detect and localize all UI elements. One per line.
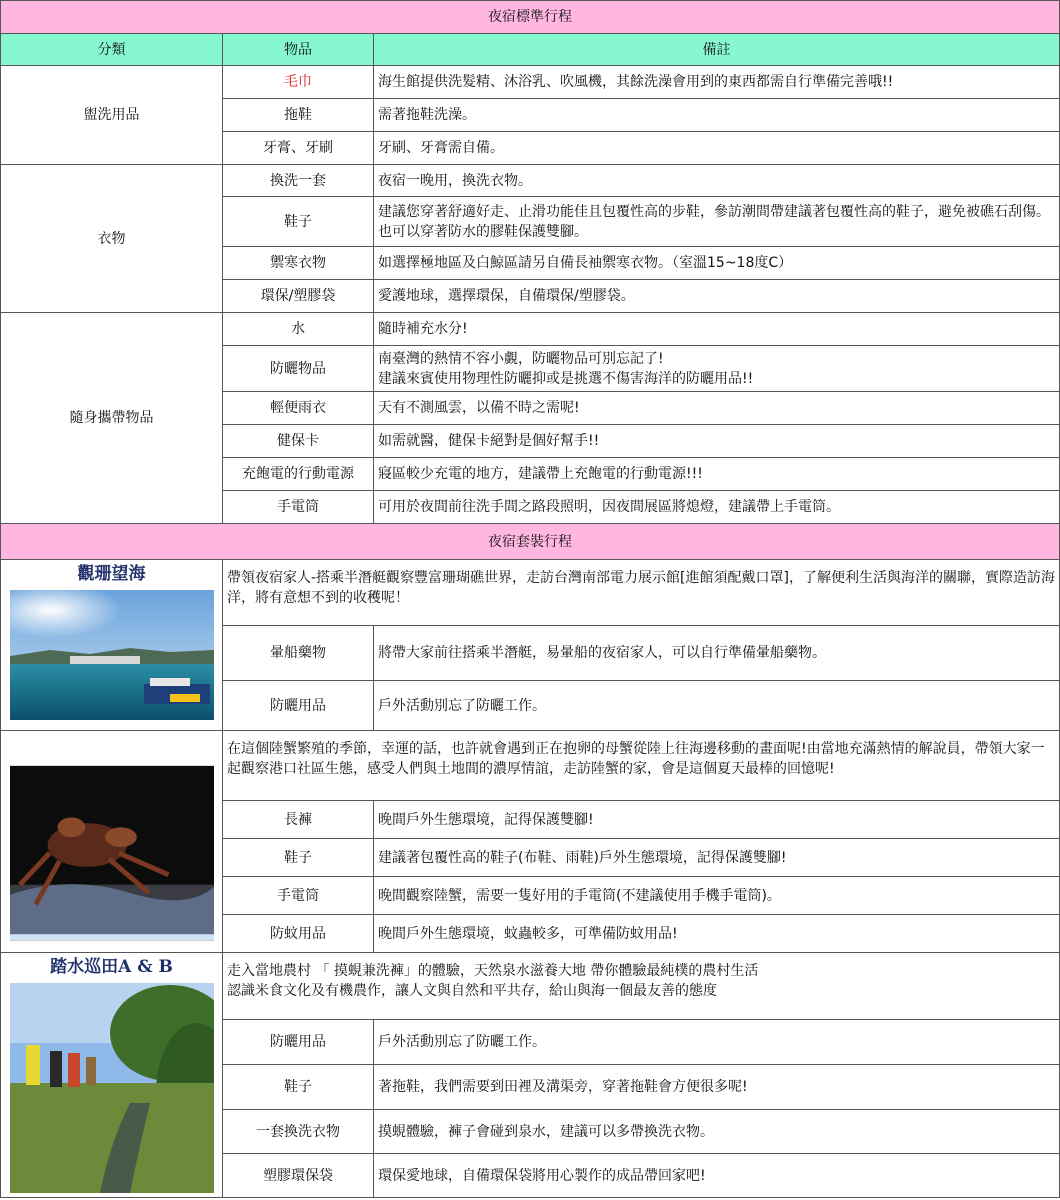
item-cell: 鞋子 [223, 197, 374, 247]
item-cell: 禦寒衣物 [223, 247, 374, 280]
item-cell: 充飽電的行動電源 [223, 458, 374, 491]
note-cell: 摸蜆體驗，褲子會碰到泉水，建議可以多帶換洗衣物。 [374, 1110, 1060, 1154]
note-cell: 海生館提供洗髮精、沐浴乳、吹風機，其餘洗澡會用到的東西都需自行準備完善哦!! [374, 66, 1060, 99]
note-cell: 建議您穿著舒適好走、止滑功能佳且包覆性高的步鞋，參訪潮間帶建議著包覆性高的鞋子，避免被礁石刮傷。也可以穿著防水的膠鞋保護雙腳。 [374, 197, 1060, 247]
item-cell: 防曬用品 [223, 1020, 374, 1065]
item-cell: 防曬用品 [223, 681, 374, 731]
package-intro: 帶領夜宿家人-搭乘半潛艇觀察豐富珊瑚礁世界，走訪台灣南部電力展示館[進館須配戴口罩]，了解便利生活與海洋的關聯，實際造訪海洋，將有意想不到的收穫呢！ [223, 560, 1060, 626]
package-rice-field-cell [1, 953, 223, 1198]
note-cell: 寢區較少充電的地方，建議帶上充飽電的行動電源!!! [374, 458, 1060, 491]
item-cell: 一套換洗衣物 [223, 1110, 374, 1154]
note-line: 建議來賓使用物理性防曬抑或是挑選不傷害海洋的防曬用品!! [378, 370, 754, 387]
item-cell: 拖鞋 [223, 99, 374, 132]
note-line: 南臺灣的熱情不容小覷，防曬物品可別忘記了! [378, 350, 664, 367]
item-cell: 毛巾 [223, 66, 374, 99]
item-cell: 水 [223, 313, 374, 346]
header-note: 備註 [374, 34, 1060, 66]
category-clothing: 衣物 [1, 165, 223, 313]
item-cell: 長褲 [223, 801, 374, 839]
intro-line: 走入當地農村 「 摸蜆兼洗褲」的體驗，天然泉水滋養大地 帶你體驗最純樸的農村生活 [227, 963, 759, 979]
crab-photo [10, 765, 214, 941]
item-cell: 牙膏、牙刷 [223, 132, 374, 165]
intro-line: 認識米食文化及有機農作，讓人文與自然和平共存，給山與海一個最友善的態度 [227, 983, 717, 999]
item-cell: 鞋子 [223, 1065, 374, 1110]
package-title: 踏水巡田A & B [50, 957, 173, 977]
note-cell: 晚間戶外生態環境，記得保護雙腳! [374, 801, 1060, 839]
note-cell: 牙刷、牙膏需自備。 [374, 132, 1060, 165]
note-cell: 天有不測風雲，以備不時之需呢! [374, 392, 1060, 425]
harbor-photo [10, 590, 214, 720]
package-land-crab-cell [1, 731, 223, 953]
note-cell: 戶外活動別忘了防曬工作。 [374, 1020, 1060, 1065]
package-intro [223, 953, 1060, 1020]
item-cell: 防蚊用品 [223, 915, 374, 953]
note-cell: 將帶大家前往搭乘半潛艇，易暈船的夜宿家人，可以自行準備暈船藥物。 [374, 626, 1060, 681]
field-photo [10, 983, 214, 1193]
note-cell: 晚間觀察陸蟹，需要一隻好用的手電筒(不建議使用手機手電筒)。 [374, 877, 1060, 915]
item-cell: 手電筒 [223, 877, 374, 915]
package-coral-sea-cell [1, 560, 223, 731]
note-cell: 可用於夜間前往洗手間之路段照明，因夜間展區將熄燈，建議帶上手電筒。 [374, 491, 1060, 524]
note-cell: 愛護地球，選擇環保，自備環保/塑膠袋。 [374, 280, 1060, 313]
package-title: 觀珊望海 [77, 564, 146, 584]
note-cell: 環保愛地球，自備環保袋將用心製作的成品帶回家吧! [374, 1154, 1060, 1198]
note-cell: 著拖鞋，我們需要到田裡及溝渠旁，穿著拖鞋會方便很多呢! [374, 1065, 1060, 1110]
category-toiletries: 盥洗用品 [1, 66, 223, 165]
item-cell: 暈船藥物 [223, 626, 374, 681]
item-cell: 防曬物品 [223, 346, 374, 392]
header-category: 分類 [1, 34, 223, 66]
standard-title: 夜宿標準行程 [1, 1, 1060, 34]
note-cell: 晚間戶外生態環境，蚊蟲較多，可準備防蚊用品! [374, 915, 1060, 953]
note-cell: 需著拖鞋洗澡。 [374, 99, 1060, 132]
item-cell: 健保卡 [223, 425, 374, 458]
item-cell: 輕便雨衣 [223, 392, 374, 425]
header-item: 物品 [223, 34, 374, 66]
note-cell [374, 346, 1060, 392]
note-cell: 戶外活動別忘了防曬工作。 [374, 681, 1060, 731]
note-cell: 夜宿一晚用，換洗衣物。 [374, 165, 1060, 197]
item-cell: 環保/塑膠袋 [223, 280, 374, 313]
package-intro: 在這個陸蟹繁殖的季節，幸運的話，也許就會遇到正在抱卵的母蟹從陸上往海邊移動的畫面呢!由當地充滿熱情的解說員，帶領大家一起觀察港口社區生態，感受人們與土地間的濃厚情誼，走訪陸蟹的家，會是這個夏天最棒的回憶呢! [223, 731, 1060, 801]
item-cell: 手電筒 [223, 491, 374, 524]
category-carry-items: 隨身攜帶物品 [1, 313, 223, 524]
item-cell: 塑膠環保袋 [223, 1154, 374, 1198]
note-cell: 建議著包覆性高的鞋子(布鞋、雨鞋)戶外生態環境，記得保護雙腳! [374, 839, 1060, 877]
item-cell: 換洗一套 [223, 165, 374, 197]
note-cell: 如選擇極地區及白鯨區請另自備長袖禦寒衣物。（室溫15~18度C） [374, 247, 1060, 280]
item-cell: 鞋子 [223, 839, 374, 877]
packages-title: 夜宿套裝行程 [1, 524, 1060, 560]
note-cell: 如需就醫，健保卡絕對是個好幫手!! [374, 425, 1060, 458]
note-cell: 隨時補充水分! [374, 313, 1060, 346]
